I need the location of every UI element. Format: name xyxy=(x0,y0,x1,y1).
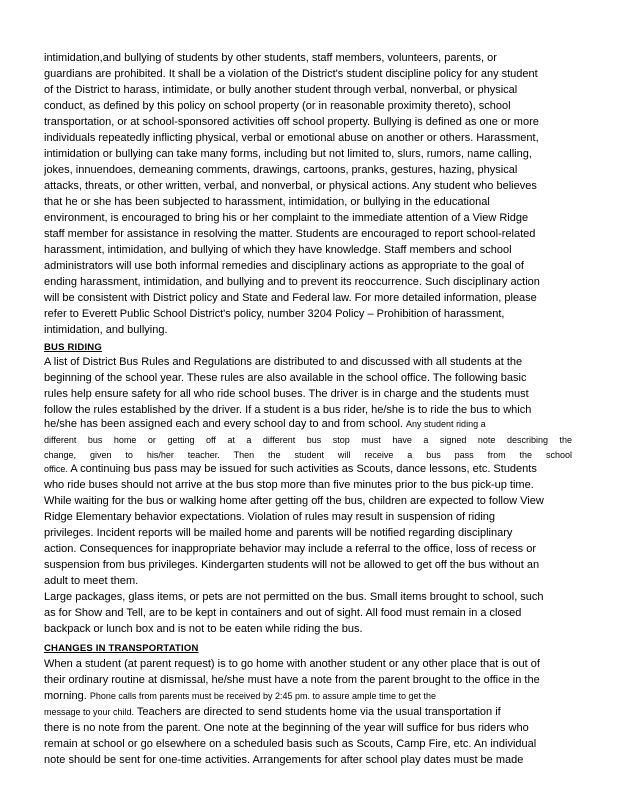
text-line: refer to Everett Public School District's policy, number 3204 Policy – Prohibition of harassment, xyxy=(44,308,505,320)
text-line: as for Show and Tell, are to be kept in containers and out of sight. All food must remain in a closed xyxy=(44,607,522,619)
text-line: Ridge Elementary behavior expectations. Violation of rules may result in suspension of riding xyxy=(44,511,496,523)
text-line xyxy=(44,417,572,431)
text-line: intimidation, and bullying. xyxy=(44,324,168,336)
text-run-small: Any student riding a xyxy=(406,419,486,429)
text-run: he/she has been assigned each and every school day to and from school. xyxy=(44,418,403,430)
text-line: conduct, as defined by this policy on school property (or in reasonable proximity thereto), school xyxy=(44,100,511,112)
text-line: A list of District Bus Rules and Regulations are distributed to and discussed with all students at the xyxy=(44,356,523,368)
text-run: morning. xyxy=(44,690,87,702)
text-line: administrators will use both informal remedies and disciplinary actions as appropriate to the goal of xyxy=(44,260,524,272)
text-line: there is no note from the parent. One note at the beginning of the year will suffice for bus riders who xyxy=(44,722,529,734)
text-line: attacks, threats, or other written, verbal, and nonverbal, or physical actions. Any student who believes xyxy=(44,180,537,192)
text-line: ending harassment, intimidation, and bullying and to prevent its reoccurrence. Such disciplinary action xyxy=(44,276,540,288)
text-line: beginning of the school year. These rules are also available in the school office. The following basic xyxy=(44,372,527,384)
text-line xyxy=(44,689,572,703)
text-line: When a student (at parent request) is to go home with another student or any other place that is out of xyxy=(44,658,540,670)
text-line: suspension from bus privileges. Kindergarten students will not be allowed to get off the bus without an xyxy=(44,559,540,571)
text-line: jokes, innuendoes, demeaning comments, drawings, cartoons, pranks, gestures, hazing, physical xyxy=(44,164,518,176)
text-line: their ordinary routine at dismissal, he/she must have a note from the parent brought to the office in the xyxy=(44,674,540,686)
text-run: Teachers are directed to send students home via the usual transportation if xyxy=(136,706,501,718)
text-line: who ride buses should not arrive at the bus stop more than five minutes prior to the bus pick-up time. xyxy=(44,479,534,491)
text-line: staff member for assistance in resolving the matter. Students are encouraged to report school-related xyxy=(44,228,536,240)
text-line: harassment, intimidation, and bullying of which they have knowledge. Staff members and school xyxy=(44,244,512,256)
text-line: adult to meet them. xyxy=(44,575,139,587)
text-line-small: change, given to his/her teacher. Then the student will receive a bus pass from the school xyxy=(44,450,572,460)
text-line: individuals repeatedly inflicting physical, verbal or emotional abuse on another or others. Harassment, xyxy=(44,132,539,144)
text-line: intimidation,and bullying of students by other students, staff members, volunteers, parents, or xyxy=(44,52,497,64)
text-line: Large packages, glass items, or pets are not permitted on the bus. Small items brought to school, such xyxy=(44,591,544,603)
text-run: A continuing bus pass may be issued for such activities as Scouts, dance lessons, etc. Students xyxy=(70,463,537,475)
text-line: While waiting for the bus or walking home after getting off the bus, children are expected to follow View xyxy=(44,495,544,507)
text-line: guardians are prohibited. It shall be a violation of the District's student discipline policy for any student xyxy=(44,68,538,80)
text-line: transportation, or at school-sponsored activities off school property. Bullying is defined as one or more xyxy=(44,116,539,128)
text-line: environment, is encouraged to bring his or her complaint to the immediate attention of a View Ridge xyxy=(44,212,529,224)
changes-in-transportation-heading: CHANGES IN TRANSPORTATION xyxy=(44,643,199,654)
text-line: follow the rules established by the driver. If a student is a bus rider, he/she is to ride the bus to which xyxy=(44,404,532,416)
text-line: rules help ensure safety for all who ride school buses. The driver is in charge and the students must xyxy=(44,388,529,400)
text-line: privileges. Incident reports will be mailed home and parents will be notified regarding disciplinary xyxy=(44,527,513,539)
text-line: of the District to harass, intimidate, or bully another student through verbal, nonverbal, or physical xyxy=(44,84,518,96)
text-line: that he or she has been subjected to harassment, intimidation, or bullying in the educational xyxy=(44,196,490,208)
text-line: intimidation or bullying can take many forms, including but not limited to, slurs, rumors, name calling, xyxy=(44,148,532,160)
text-line xyxy=(44,462,572,476)
text-line: note should be sent for one-time activities. Arrangements for after school play dates must be made xyxy=(44,754,524,766)
text-line-small: different bus home or getting off at a different bus stop must have a signed note describing the xyxy=(44,435,572,445)
text-line: action. Consequences for inappropriate behavior may include a referral to the office, loss of recess or xyxy=(44,543,537,555)
text-line: remain at school or go elsewhere on a scheduled basis such as Scouts, Camp Fire, etc. An individual xyxy=(44,738,537,750)
text-run-small: message to your child. xyxy=(44,707,135,717)
text-line: backpack or lunch box and is not to be eaten while riding the bus. xyxy=(44,623,363,635)
text-line: will be consistent with District policy and State and Federal law. For more detailed information, please xyxy=(44,292,537,304)
text-run-small: office. xyxy=(44,464,68,474)
text-line xyxy=(44,705,572,719)
bus-riding-heading: BUS RIDING xyxy=(44,342,102,353)
text-run-small: Phone calls from parents must be received by 2:45 pm. to assure ample time to get the xyxy=(89,691,437,701)
